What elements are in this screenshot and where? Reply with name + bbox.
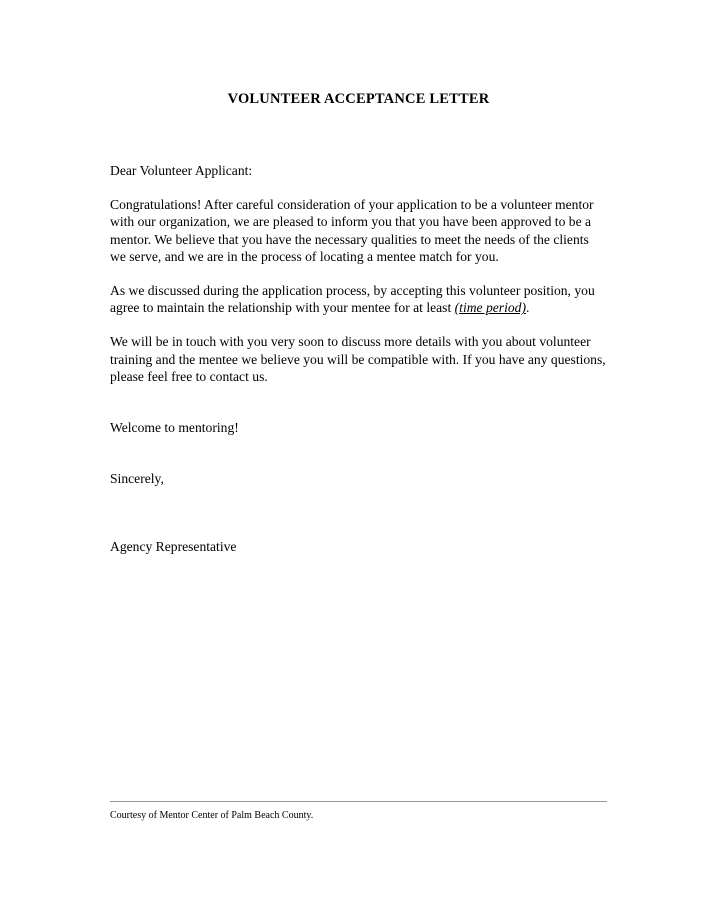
page-title: VOLUNTEER ACCEPTANCE LETTER <box>227 91 490 107</box>
paragraph-congratulations: Congratulations! After careful consideration of your application to be a volunteer mentor with our organization, we are pleased to inform you that you have been approved to be a mentor. We believe that you have the necessary qualities to meet the needs of the clients we serve, and we are in the process of locating a mentee match for you. <box>110 197 594 264</box>
paragraph-next-steps: We will be in touch with you very soon to discuss more details with you about volunteer training and the mentee we believe you will be compatible with. If you have any questions, please feel free to contact us. <box>110 334 606 384</box>
paragraph-commitment-text-before: As we discussed during the application process, by accepting this volunteer position, you agree to maintain the relationship with your mentee for at least <box>110 283 595 316</box>
page-footer <box>110 801 607 822</box>
salutation-line: Dear Volunteer Applicant: <box>110 163 253 178</box>
closing-welcome-line: Welcome to mentoring! <box>110 420 239 436</box>
signature-name-line: Agency Representative <box>110 539 237 555</box>
footer-credit-text: Courtesy of Mentor Center of Palm Beach County. <box>110 810 314 821</box>
time-period-placeholder: (time period) <box>454 300 526 316</box>
paragraph-commitment <box>110 265 607 316</box>
paragraph-commitment-text-after: . <box>526 300 530 316</box>
closing-sincerely-line: Sincerely, <box>110 471 164 487</box>
letter-body <box>110 0 607 556</box>
